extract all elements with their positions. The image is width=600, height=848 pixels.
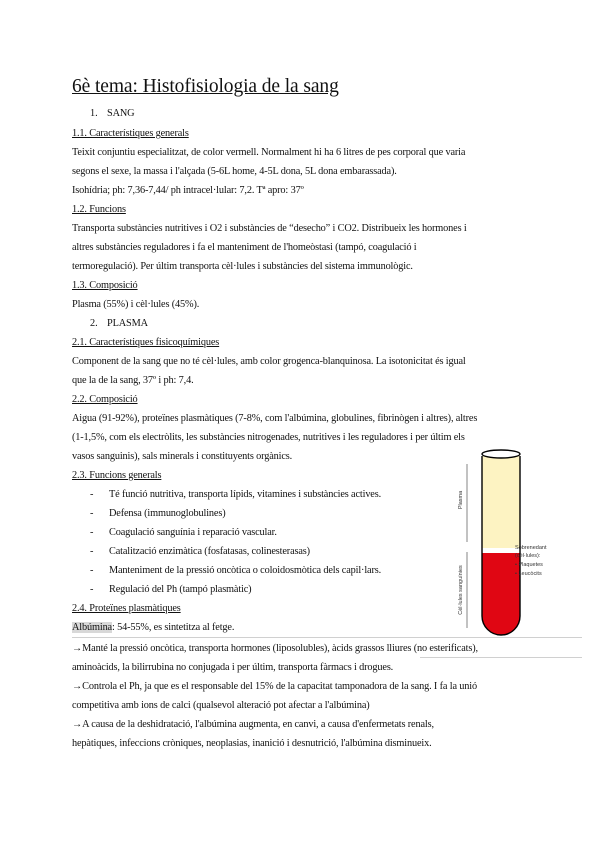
buffy-label-line: • Plaquetes	[515, 562, 543, 568]
bullet-item: Regulació del Ph (tampó plasmàtic)	[109, 584, 252, 595]
paragraph-line: Component de la sang que no té cèl·lules, amb color grogenca-blanquinosa. La isotonicitat és igual	[72, 356, 466, 367]
bullet-item: Coagulació sanguínia i reparació vascular.	[109, 527, 277, 538]
paragraph-line: →Controla el Ph, ja que es el responsable del 15% de la capacitat tamponadora de la sang. I fa la unió	[72, 681, 478, 692]
buffy-label-line: (cèl·lules):	[515, 553, 541, 559]
bullet-marker: -	[90, 584, 94, 595]
bullet-marker: -	[90, 508, 94, 519]
albumin-detail: : 54-55%, es sintetitza al fetge.	[111, 622, 235, 633]
bullet-marker: -	[90, 546, 94, 557]
subheading-2-1: 2.1. Característiques fisicoquímiques	[72, 337, 220, 348]
buffy-label-line: • Leucòcits	[515, 571, 542, 577]
plasma-label: Plasma	[458, 490, 464, 510]
paragraph-line: aminoàcids, la bilirrubina no conjugada i per últim, transporta fàrmacs i drogues.	[72, 662, 394, 673]
albumin-term: Albúmina	[72, 622, 112, 633]
buffy-label-line: Sobrenedant	[515, 545, 547, 551]
paragraph-line: →Manté la pressió oncòtica, transporta hormones (liposolubles), àcids grassos lliures (no esterificats),	[72, 643, 478, 654]
paragraph-line: competitiva amb ions de calci (qualsevol alteració pot afectar a l'albúmina)	[72, 700, 370, 711]
paragraph-line: hepàtiques, infeccions cròniques, neoplasias, inanició i desnutrició, l'albúmina disminueix.	[72, 738, 432, 749]
subheading-1-1: 1.1. Característiques generals	[72, 128, 189, 139]
paragraph-line: Transporta substàncies nutritives i O2 i substàncies de “desecho” i CO2. Distribueix les hormones i	[72, 223, 467, 234]
paragraph-line: que la de la sang, 37º i ph: 7,4.	[72, 375, 194, 386]
paragraph-line: Teixit conjuntiu especialitzat, de color vermell. Normalment hi ha 6 litres de pes corporal que varia	[72, 147, 466, 158]
divider	[420, 657, 582, 658]
subheading-1-2: 1.2. Funcions	[72, 204, 126, 215]
paragraph-line: (1-1,5%, com els electròlits, les substàncies nitrogenades, nutritives i les reguladores i per últim els	[72, 432, 465, 443]
section-number: 2.	[90, 318, 98, 329]
bullet-item: Catalització enzimàtica (fosfatasas, colinesterasas)	[109, 546, 310, 557]
subheading-1-3: 1.3. Composició	[72, 280, 138, 291]
paragraph-line: Isohídria; ph: 7,36-7,44/ ph intracel·lular: 7,2. Tª apro: 37º	[72, 185, 304, 196]
bullet-item: Defensa (immunoglobulines)	[109, 508, 226, 519]
blood-tube-figure	[440, 440, 590, 640]
albumin-line	[72, 621, 234, 634]
bullet-item: Té funció nutritiva, transporta lípids, vitamines i substàncies actives.	[109, 489, 382, 500]
page-title: 6è tema: Histofisiologia de la sang	[72, 76, 339, 97]
bullet-marker: -	[90, 565, 94, 576]
section-heading-plasma: PLASMA	[107, 318, 148, 329]
section-number: 1.	[90, 108, 98, 119]
subheading-2-2: 2.2. Composició	[72, 394, 138, 405]
paragraph-line: Aigua (91-92%), proteïnes plasmàtiques (7-8%, com l'albúmina, globulines, fibrinògen i altres), altres	[72, 413, 478, 424]
paragraph-line: vasos sanguinis), sals minerals i constituyents orgànics.	[72, 451, 293, 462]
subheading-2-3: 2.3. Funcions generals	[72, 470, 162, 481]
section-heading-sang: SANG	[107, 108, 135, 119]
bullet-marker: -	[90, 527, 94, 538]
tube-plasma-layer	[482, 456, 520, 548]
paragraph-line: termoregulació). Per últim transporta cèl·lules i substàncies del sistema immunològic.	[72, 261, 413, 272]
paragraph-line: →A causa de la deshidratació, l'albúmina augmenta, en canvi, a causa d'enfermetats renals,	[72, 719, 434, 730]
paragraph-line: altres substàncies reguladores i fa el manteniment de l'homeòstasi (tampó, coagulació i	[72, 242, 417, 253]
cells-label: Cèl·lules sanguínies	[458, 565, 464, 615]
subheading-2-4: 2.4. Proteïnes plasmàtiques	[72, 603, 181, 614]
paragraph-line: segons el sexe, la massa i l'alçada (5-6L home, 4-5L dona, 5L dona embarassada).	[72, 166, 397, 177]
bullet-marker: -	[90, 489, 94, 500]
tube-opening	[482, 450, 520, 458]
bullet-item: Manteniment de la pressió oncòtica o coloidosmòtica dels capil·lars.	[109, 565, 382, 576]
paragraph-line: Plasma (55%) i cèl·lules (45%).	[72, 299, 200, 310]
